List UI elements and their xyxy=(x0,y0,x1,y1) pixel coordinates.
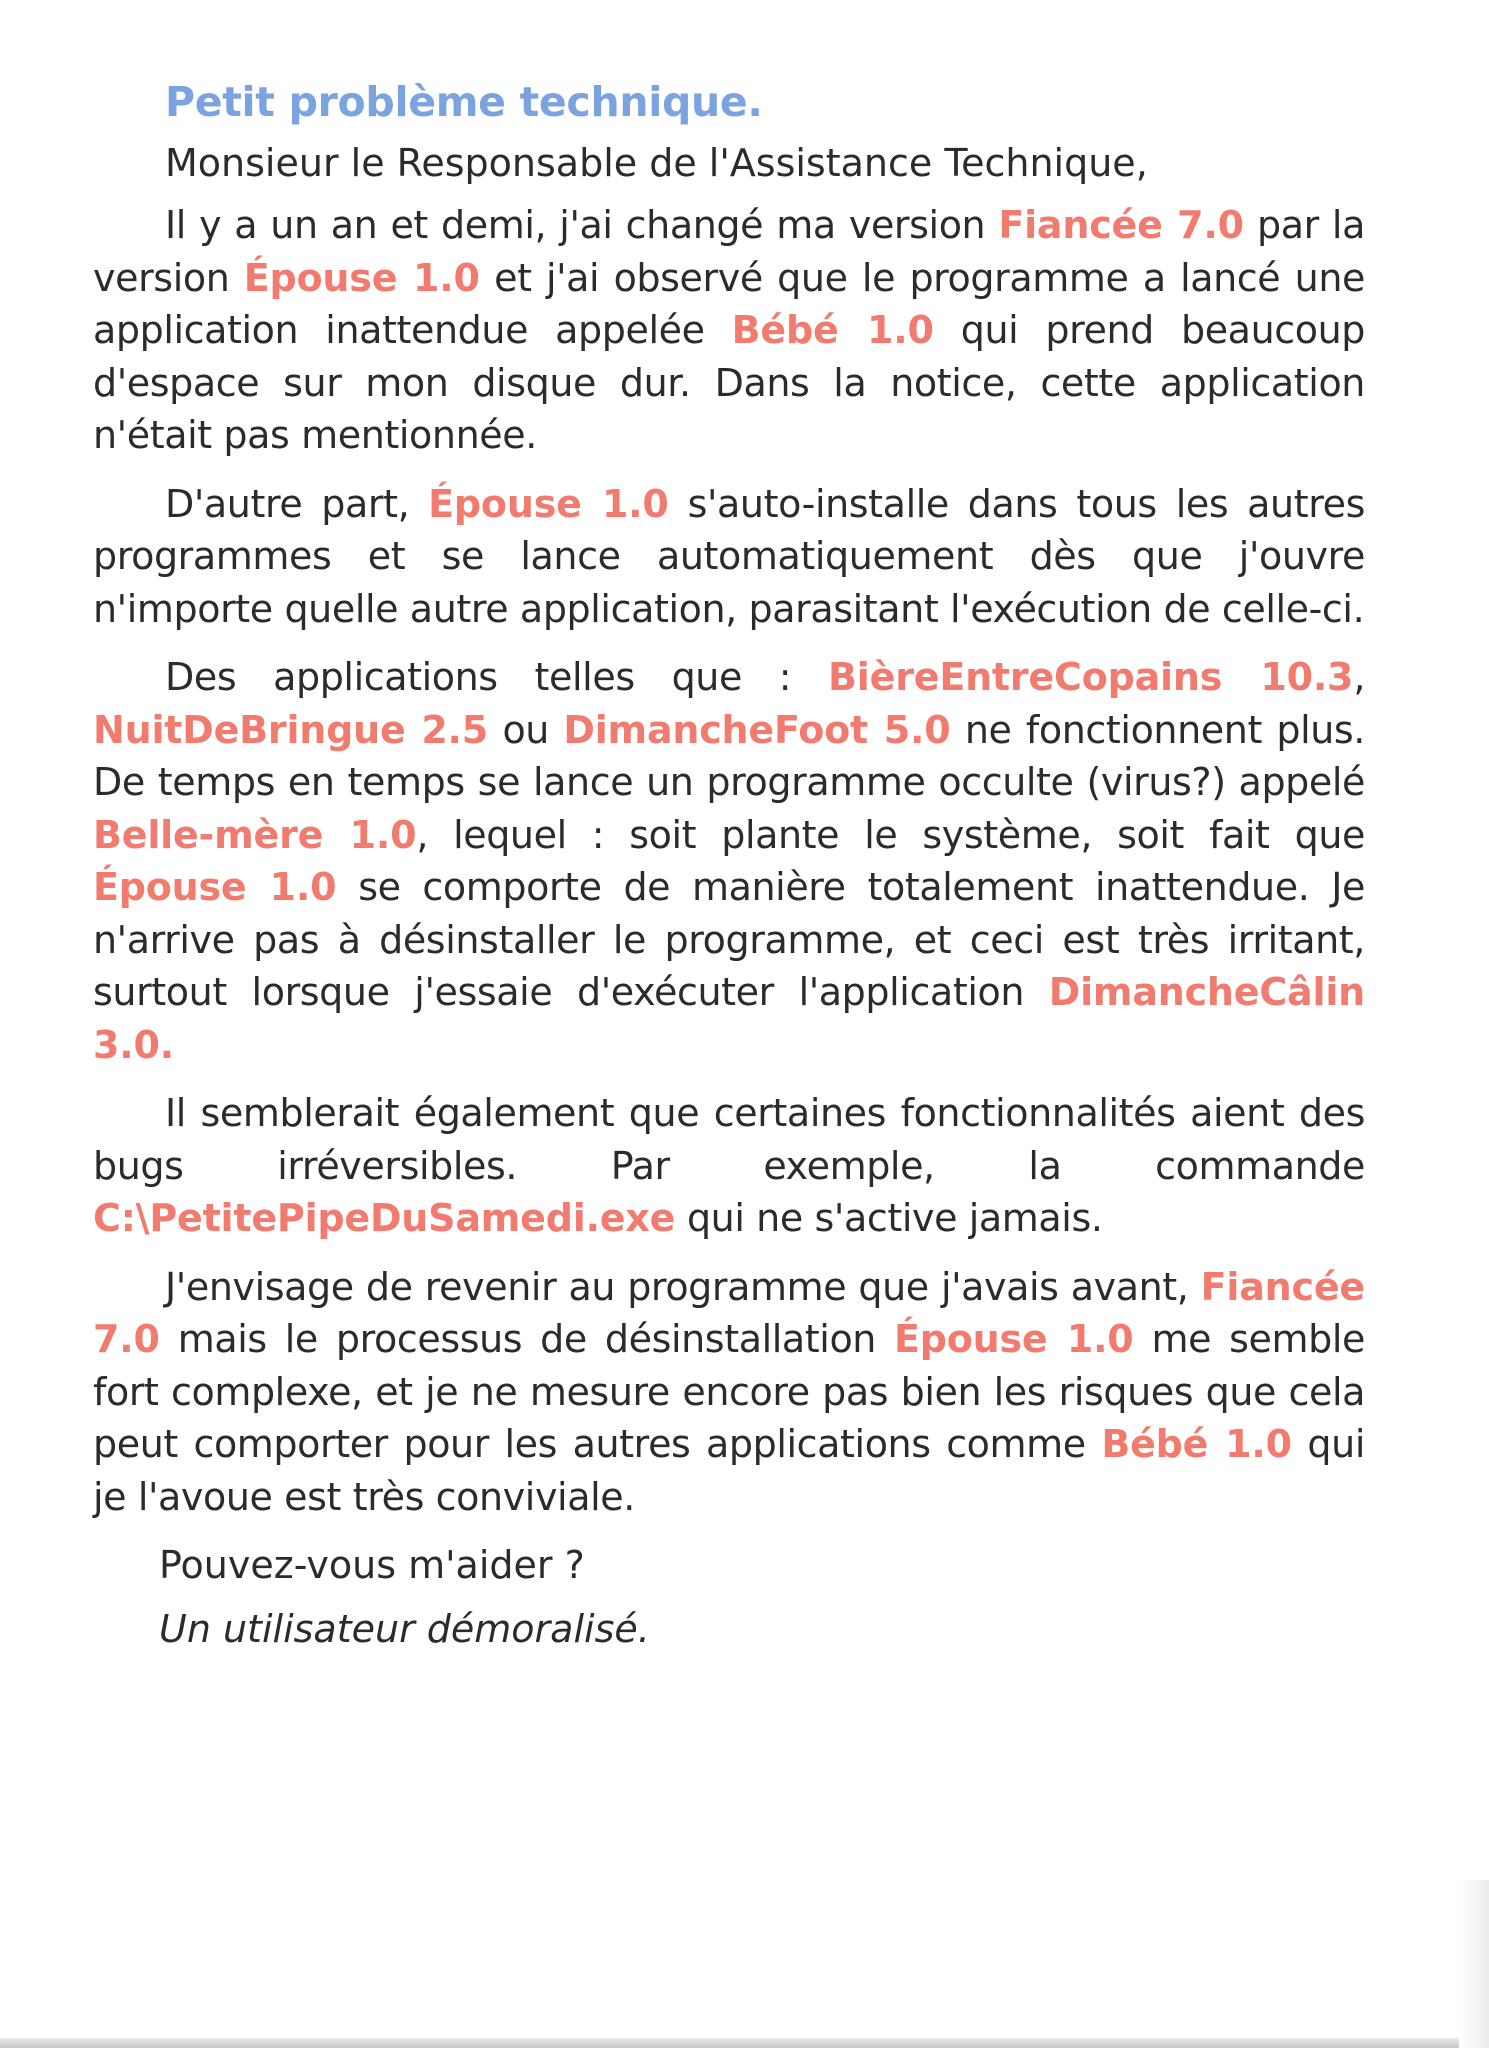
paragraph-text: ne fonctionnent plus. De temps en temps se lance un programme occulte (virus?) appelé xyxy=(93,707,1365,805)
paragraph-text: par la version xyxy=(93,203,1365,300)
paragraph-text: se comporte de manière totalement inattendue. Je n'arrive pas à désinstaller le programme, et ceci est très irritant, surtout lorsque j'essaie d'exécuter l'application xyxy=(93,865,1366,1015)
paragraph-text: J'envisage de revenir au programme que j'avais avant, xyxy=(165,1264,1201,1309)
letter-greeting: Monsieur le Responsable de l'Assistance Technique, xyxy=(165,141,1148,186)
program-name-highlight: Épouse 1.0 xyxy=(893,1317,1134,1362)
letter-paragraph xyxy=(93,199,1365,462)
program-name-highlight: NuitDeBringue 2.5 xyxy=(93,707,489,752)
paragraph-text: D'autre part, xyxy=(165,481,429,526)
program-name-highlight: DimancheFoot 5.0 xyxy=(563,707,951,752)
paragraph-text: Il y a un an et demi, j'ai changé ma version xyxy=(165,203,999,248)
program-name-highlight: Épouse 1.0 xyxy=(93,865,337,910)
paragraph-text: Il semblerait également que certaines fonctionnalités aient des bugs irréversibles. Par exemple, la commande xyxy=(93,1091,1365,1188)
program-name-highlight: Fiancée 7.0 xyxy=(998,203,1244,248)
paragraph-text: , xyxy=(1353,655,1365,700)
letter-paragraph xyxy=(93,651,1365,1071)
program-name-highlight: Fiancée 7.0 xyxy=(93,1264,1365,1362)
program-name-highlight: Épouse 1.0 xyxy=(428,481,669,526)
paragraph-text: , lequel : soit plante le système, soit fait que xyxy=(416,812,1365,857)
letter-title: Petit problème technique. xyxy=(165,78,763,126)
letter-paragraph xyxy=(93,1261,1365,1524)
paragraph-text: qui je l'avoue est très conviviale. xyxy=(93,1422,1365,1519)
letter-paragraph xyxy=(93,478,1365,636)
scan-bottom-edge xyxy=(0,2038,1489,2048)
paragraph-text: ou xyxy=(488,707,564,752)
program-name-highlight: Belle-mère 1.0 xyxy=(93,812,417,857)
paragraph-text: Des applications telles que : xyxy=(165,655,829,700)
paragraph-text: s'auto-installe dans tous les autres programmes et se lance automatiquement dès que j'ouvre n'importe quelle autre application, parasitant l'exécution de celle-ci. xyxy=(93,481,1365,631)
letter-body xyxy=(93,199,1365,1523)
program-name-highlight: Bébé 1.0 xyxy=(1101,1422,1292,1467)
letter-signature: Un utilisateur démoralisé. xyxy=(159,1607,650,1652)
letter-paragraph xyxy=(93,1087,1365,1245)
program-name-highlight: Épouse 1.0 xyxy=(243,255,480,300)
paragraph-text: me semble fort complexe, et je ne mesure encore pas bien les risques que cela peut comporter pour les autres applications comme xyxy=(93,1317,1365,1467)
program-name-highlight: BièreEntreCopains 10.3 xyxy=(828,655,1354,700)
letter-page xyxy=(93,60,1365,1655)
program-name-highlight: C:\PetitePipeDuSamedi.exe xyxy=(93,1196,676,1241)
paragraph-text: qui ne s'active jamais. xyxy=(675,1196,1103,1241)
program-name-highlight: Bébé 1.0 xyxy=(731,308,934,353)
paragraph-text: et j'ai observé que le programme a lancé une application inattendue appelée xyxy=(93,255,1365,353)
letter-closing: Pouvez-vous m'aider ? xyxy=(159,1543,585,1588)
paragraph-text: mais le processus de désinstallation xyxy=(159,1317,894,1362)
paragraph-text: qui prend beaucoup d'espace sur mon disque dur. Dans la notice, cette application n'était pas mentionnée. xyxy=(93,308,1365,458)
scan-right-shadow xyxy=(1459,1880,1489,2048)
program-name-highlight: DimancheCâlin 3.0. xyxy=(93,970,1365,1067)
